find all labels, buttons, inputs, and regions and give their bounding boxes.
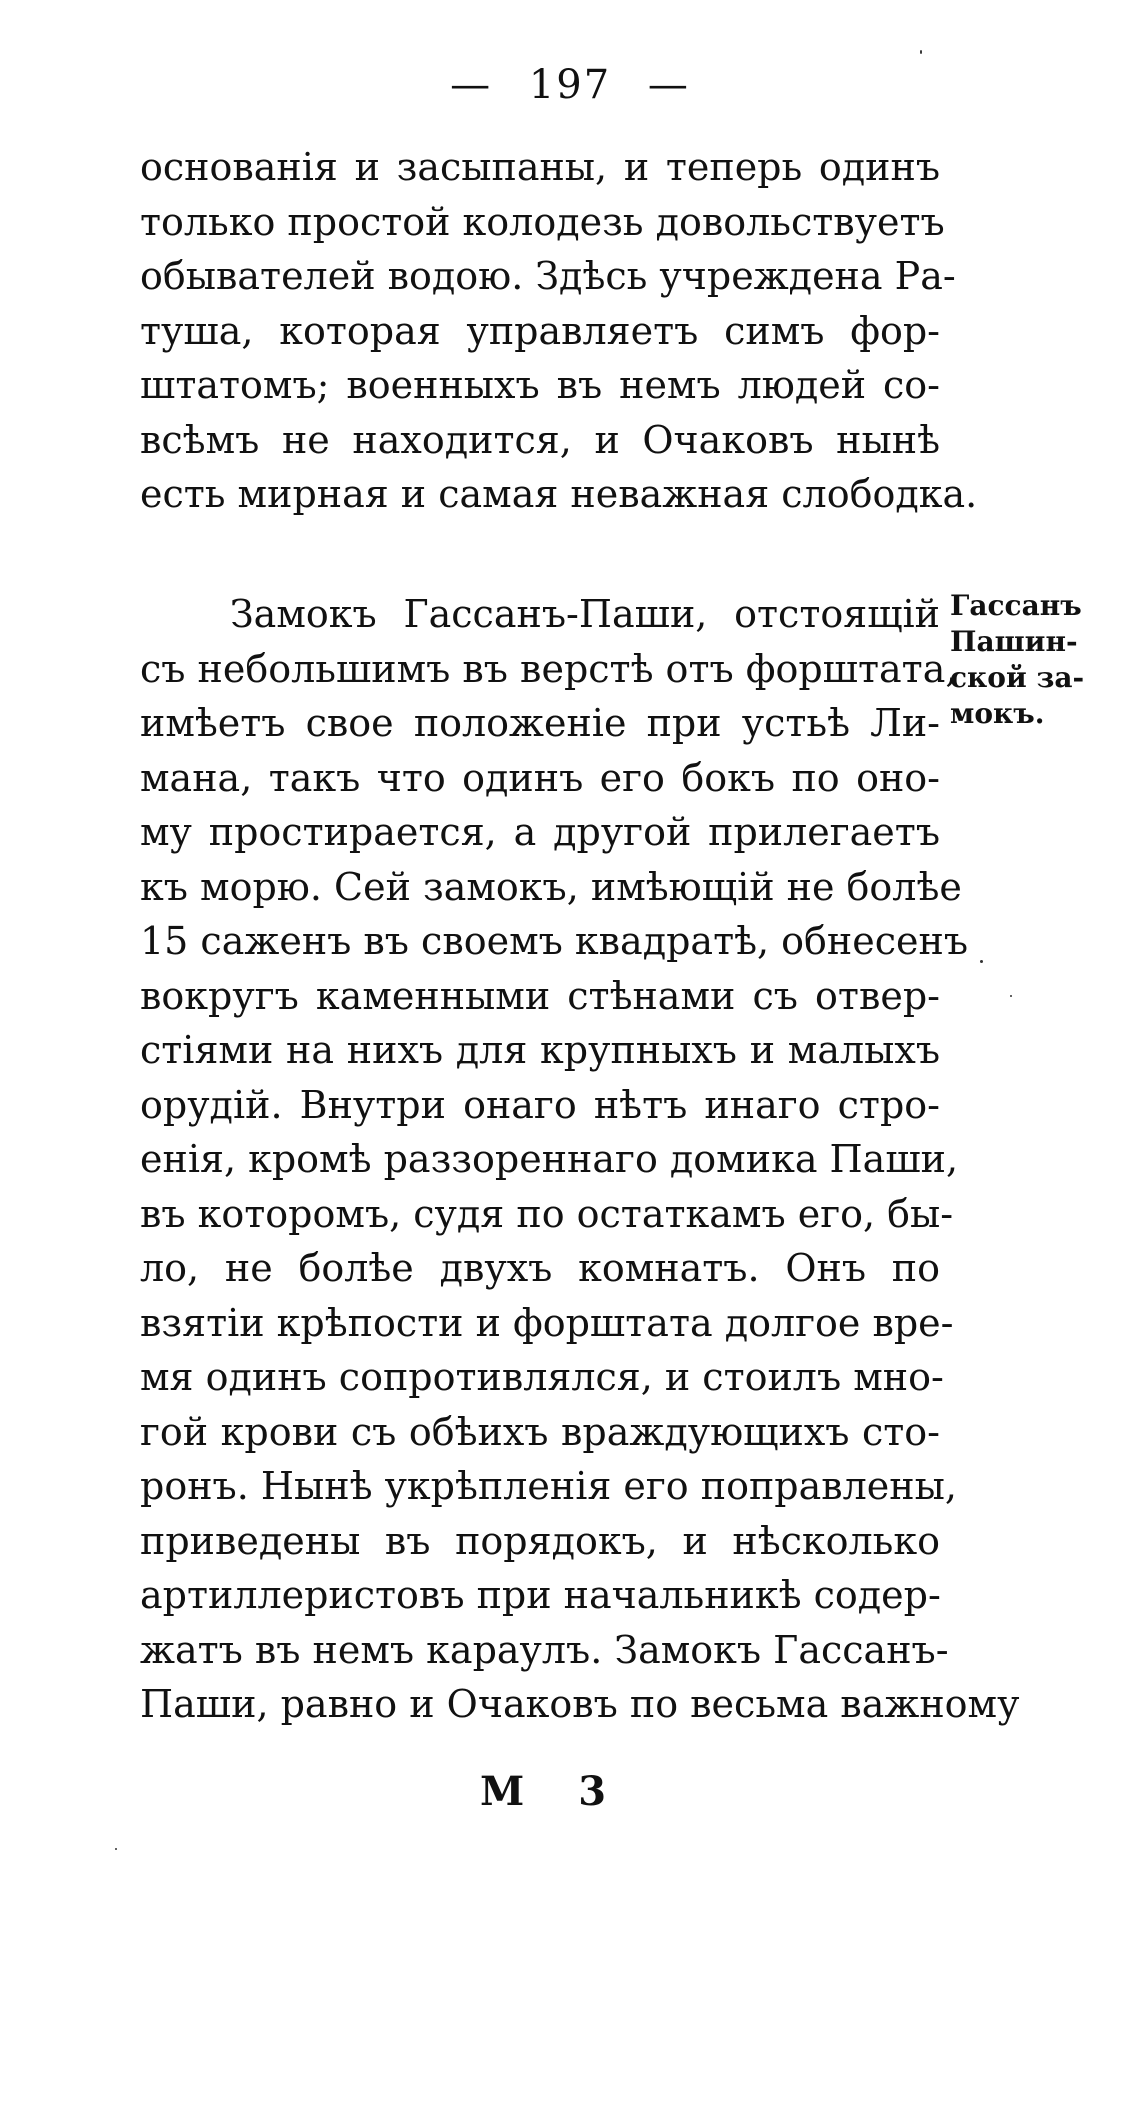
ink-speck	[1010, 995, 1012, 997]
text-line: ло, не болѣе двухъ комнатъ. Онъ по	[140, 1246, 940, 1290]
text-line: Замокъ Гассанъ-Паши, отстоящій	[230, 592, 940, 636]
text-line: стіями на нихъ для крупныхъ и малыхъ	[140, 1028, 940, 1072]
printer-signature: М 3	[480, 1768, 627, 1815]
text-line: взятіи крѣпости и форштата долгое вре-	[140, 1300, 954, 1345]
text-line: ронъ. Нынѣ укрѣпленія его поправлены,	[140, 1464, 957, 1508]
paragraph-1	[140, 140, 978, 522]
margin-note-line: Пашин-	[950, 625, 1078, 658]
text-line: жатъ въ немъ караулъ. Замокъ Гассанъ-	[140, 1627, 949, 1672]
text-line: основанія и засыпаны, и теперь одинъ	[140, 145, 940, 189]
ink-speck	[980, 960, 983, 963]
header-dash-right: —	[647, 62, 690, 108]
text-line: енія, кромѣ раззореннаго домика Паши,	[140, 1137, 959, 1181]
text-line: обывателей водою. Здѣсь учреждена Ра-	[140, 254, 956, 298]
text-line: штатомъ; военныхъ въ немъ людей со-	[140, 363, 940, 407]
margin-note	[950, 588, 1110, 732]
margin-note-line: ской за-	[950, 661, 1085, 694]
text-line: имѣетъ свое положеніе при устьѣ Ли-	[140, 701, 940, 745]
header-dash-left: —	[450, 62, 493, 108]
text-line: всѣмъ не находится, и Очаковъ нынѣ	[140, 417, 940, 462]
text-line: только простой колодезь довольствуетъ	[140, 199, 945, 244]
text-line: мя одинъ сопротивлялся, и стоилъ мно-	[140, 1355, 944, 1399]
ink-speck	[920, 50, 922, 54]
text-line: мана, такъ что одинъ его бокъ по оно-	[140, 755, 940, 800]
text-line: артиллеристовъ при начальникѣ содер-	[140, 1573, 941, 1617]
text-line: вокругъ каменными стѣнами съ отвер-	[140, 973, 940, 1018]
text-line: туша, которая управляетъ симъ фор-	[140, 308, 940, 353]
margin-note-line: Гассанъ	[950, 589, 1082, 622]
margin-note-line: мокъ.	[950, 697, 1045, 730]
page-header	[0, 62, 1140, 108]
text-line: орудій. Внутри онаго нѣтъ инаго стро-	[140, 1082, 940, 1127]
text-line: Паши, равно и Очаковъ по весьма важному	[140, 1682, 1020, 1726]
text-line: къ морю. Сей замокъ, имѣющій не болѣе	[140, 864, 962, 909]
text-line: гой крови съ обѣихъ враждующихъ сто-	[140, 1409, 940, 1454]
text-line: приведены въ порядокъ, и нѣсколько	[140, 1518, 940, 1563]
text-line: му простирается, а другой прилегаетъ	[140, 810, 940, 854]
page-number: 197	[528, 62, 612, 108]
text-line: въ которомъ, судя по остаткамъ его, бы-	[140, 1191, 954, 1236]
text-line: съ небольшимъ въ верстѣ отъ форштата,	[140, 646, 958, 691]
text-line: 15 саженъ въ своемъ квадратѣ, обнесенъ	[140, 919, 969, 963]
ink-speck	[115, 1848, 117, 1850]
text-line: есть мирная и самая неважная слободка.	[140, 472, 978, 516]
